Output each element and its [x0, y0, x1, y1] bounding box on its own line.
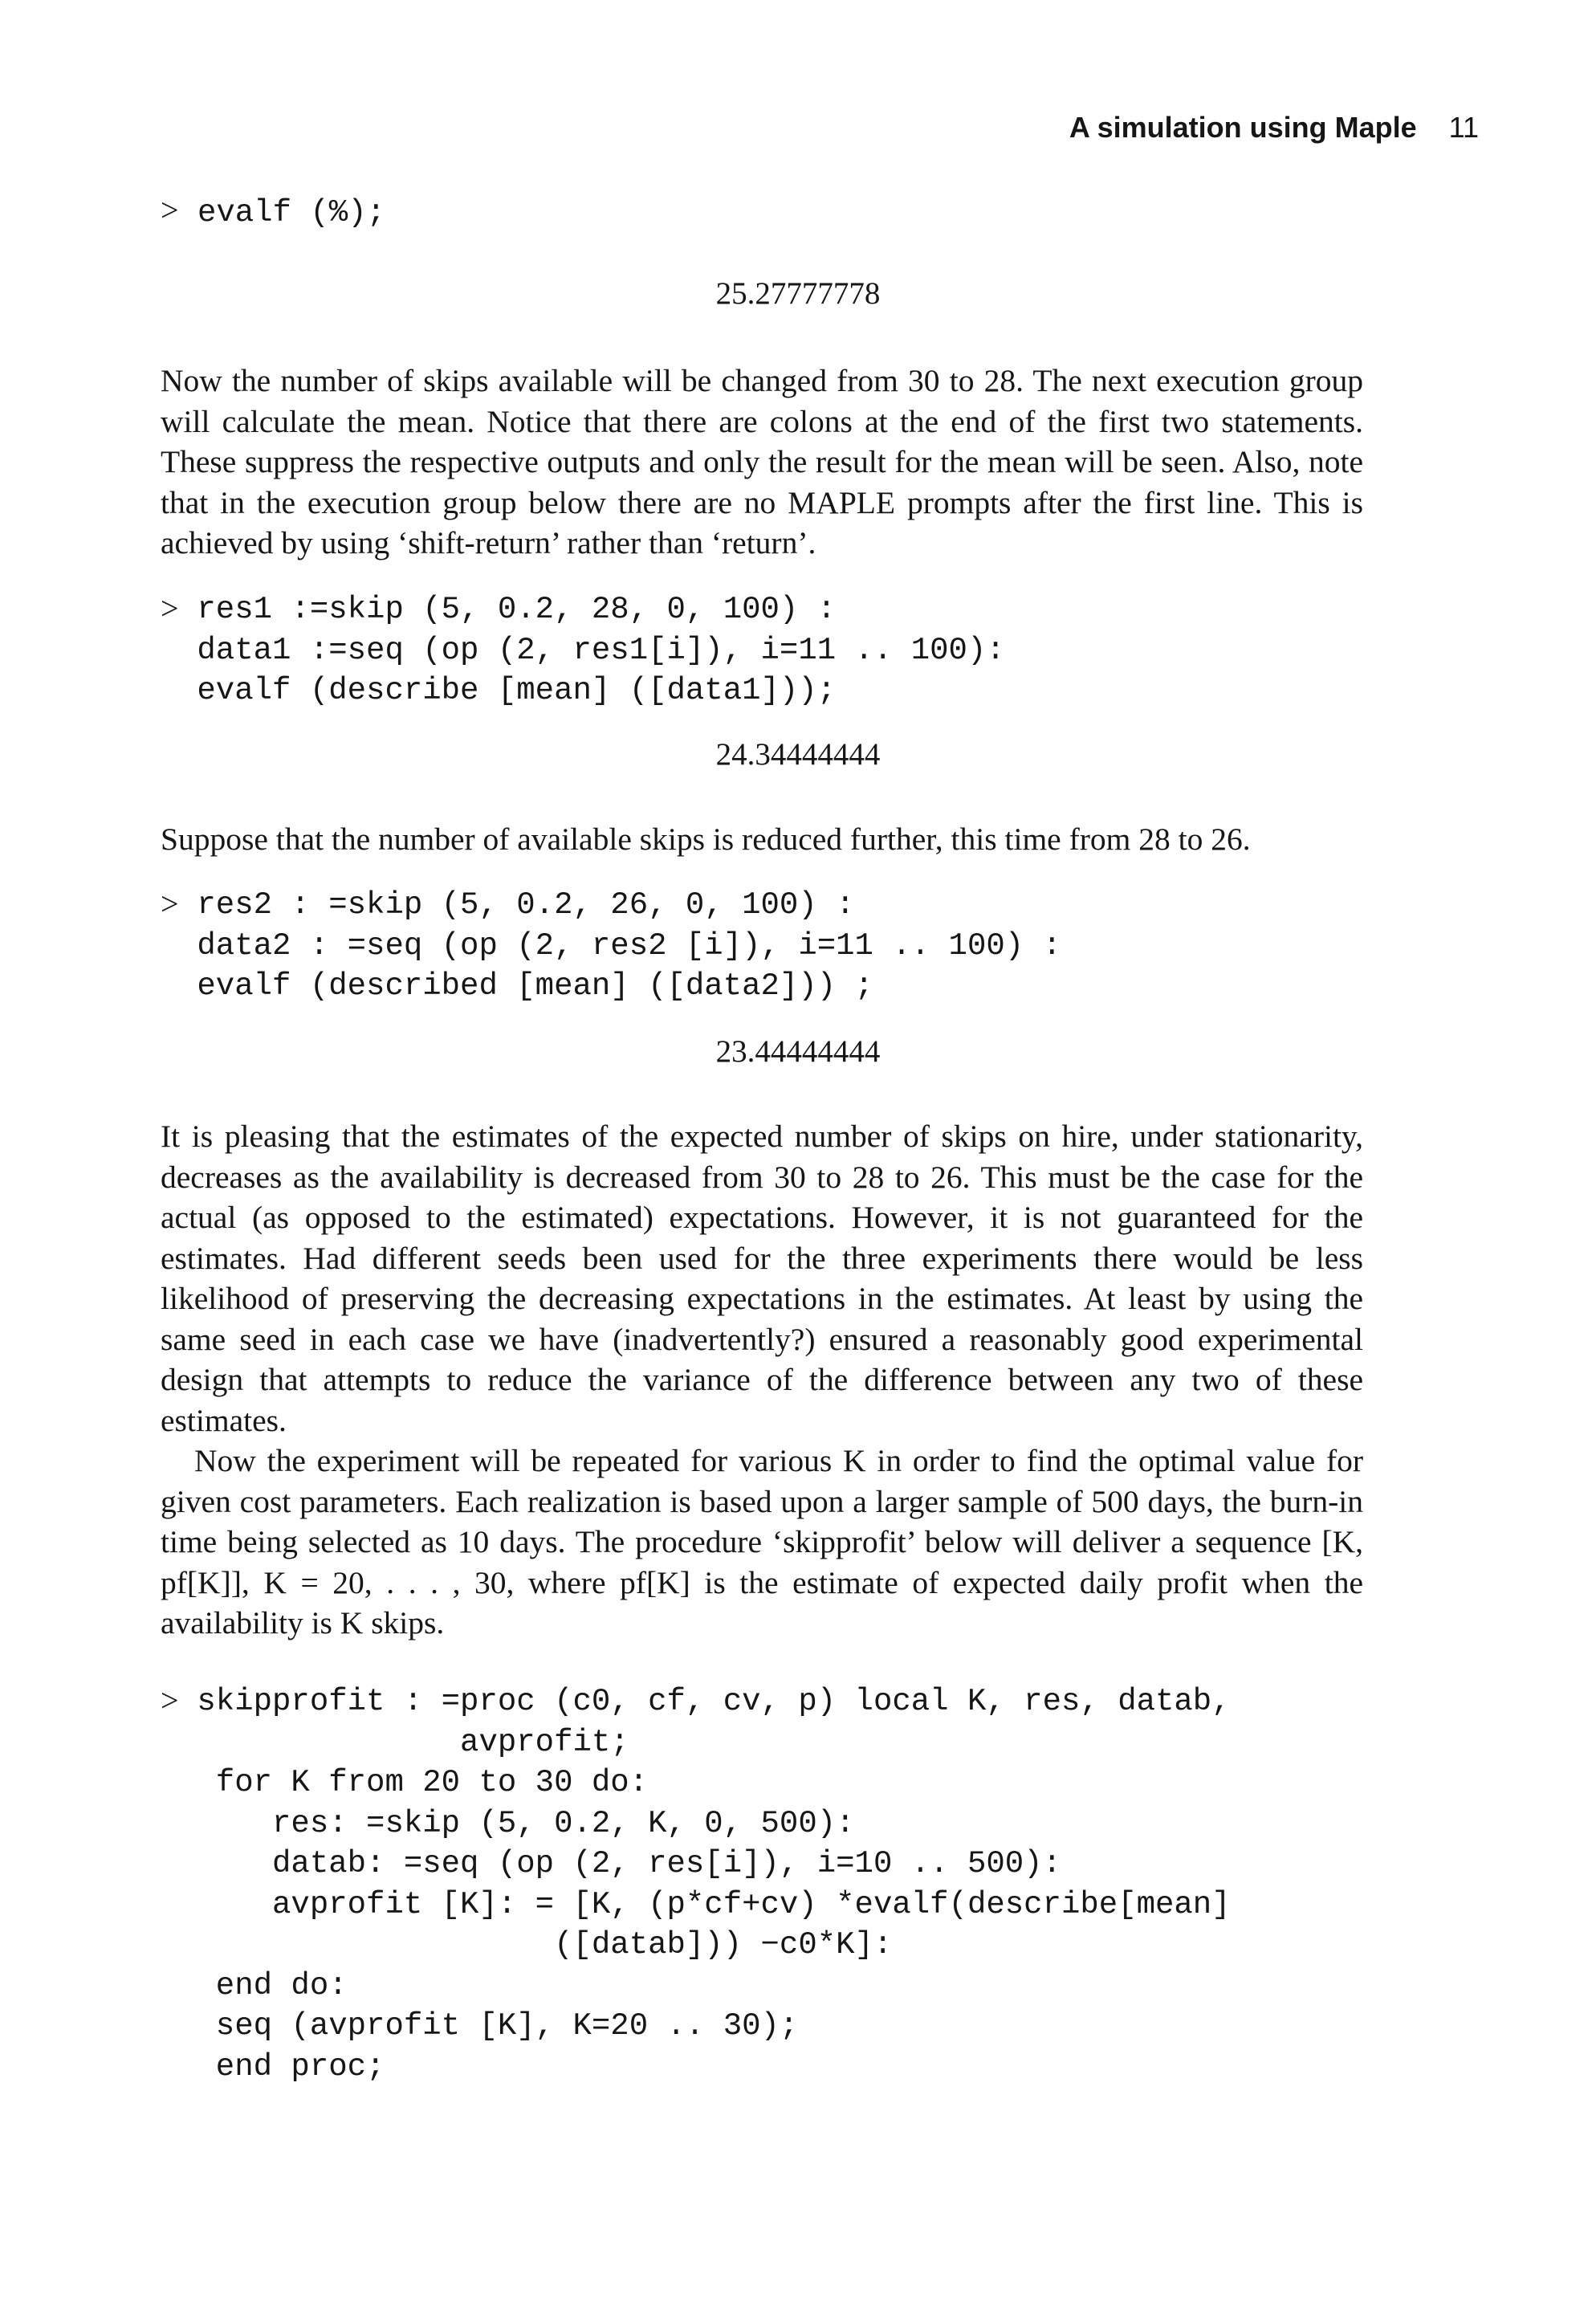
header-title: A simulation using Maple [1069, 111, 1417, 144]
maple-prompt: > [161, 192, 179, 228]
maple-output-1: 25.27777778 [715, 276, 881, 311]
code-text: res2 : =skip (5, 0.2, 26, 0, 100) : data2 : =seq (op (2, res2 [i]), i=11 .. 100) : evalf (described [mean] ([data2])) ; [197, 887, 1061, 1004]
maple-prompt: > [161, 1682, 179, 1718]
maple-input-1 [161, 191, 385, 234]
maple-prompt: > [161, 590, 179, 626]
paragraph-3: It is pleasing that the estimates of the expected number of skips on hire, under stationarity, decreases as the availability is decreased from 30 to 28 to 26. This must be the case for the actual (as opposed to the estimated) expectations. However, it is not guaranteed for the estimates. Had different seeds been used for the three experiments there would be less likelihood of preserving the decreasing expectations in the estimates. At least by using the same seed in each case we have (inadvertently?) ensured a reasonably good experimental design that attempts to reduce the variance of the difference between any two of these estimates. [161, 1119, 1363, 1438]
maple-output-3: 23.44444444 [715, 1034, 881, 1069]
running-header [1069, 111, 1479, 145]
page-number: 11 [1448, 111, 1479, 144]
paragraph-2: Suppose that the number of available skips is reduced further, this time from 28 to 26. [161, 821, 1251, 857]
maple-output-2: 24.34444444 [715, 737, 881, 772]
paragraph-4: Now the experiment will be repeated for various K in order to find the optimal value for given cost parameters. Each realization is based upon a larger sample of 500 days, the burn-in time being selected as 10 days. The procedure ‘skipprofit’ below will deliver a sequence [K, pf[K]], K = 20, . . . , 30, where pf[K] is the estimate of expected daily profit when the availability is K skips. [161, 1443, 1363, 1640]
paragraph-1: Now the number of skips available will be changed from 30 to 28. The next execution group will calculate the mean. Notice that there are colons at the end of the first two statements. These suppress the respective outputs and only the result for the mean will be seen. Also, note that in the execution group below there are no MAPLE prompts after the first line. This is achieved by using ‘shift-return’ rather than ‘return’. [161, 363, 1363, 560]
code-text: res1 :=skip (5, 0.2, 28, 0, 100) : data1 :=seq (op (2, res1[i]), i=11 .. 100): evalf (describe [mean] ([data1])); [197, 592, 1005, 708]
code-text: evalf (%); [178, 195, 386, 230]
code-text: skipprofit : =proc (c0, cf, cv, p) local K, res, datab, avprofit; for K from 20 to 30 do: res: =skip (5, 0.2, K, 0, 500): datab: =seq (op (2, res[i]), i=10 .. 500): avprofit [K]: = [K, (p*cf+cv) *evalf(describe[mean] ([datab])) −c0*K]: end do: seq (avprofit [K], K=20 .. 30); end proc; [197, 1684, 1231, 2085]
maple-prompt: > [161, 886, 179, 922]
